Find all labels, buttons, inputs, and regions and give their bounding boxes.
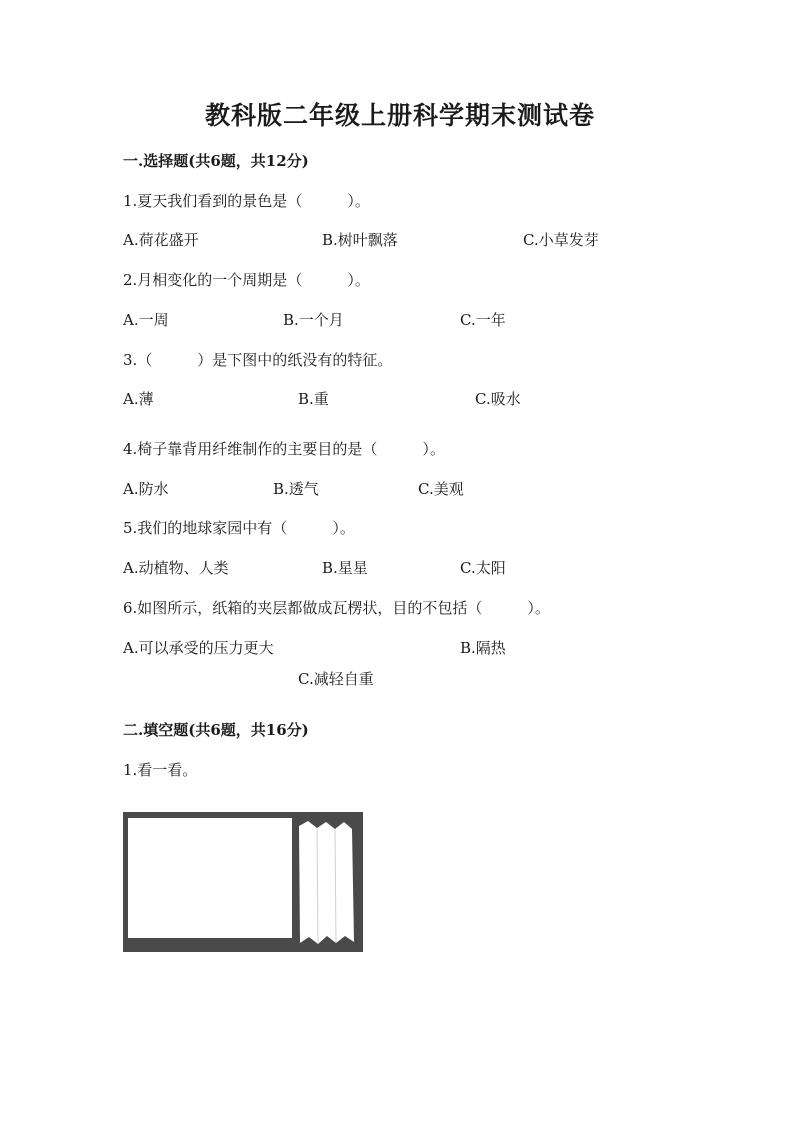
option-4b: B.透气 bbox=[273, 480, 319, 498]
option-6a: A.可以承受的压力更大 bbox=[123, 639, 274, 657]
question-1: 1.夏天我们看到的景色是（ ）。 bbox=[123, 192, 370, 210]
question-fill-1: 1.看一看。 bbox=[123, 761, 198, 779]
question-3: 3.（ ）是下图中的纸没有的特征。 bbox=[123, 351, 393, 369]
option-6c: C.减轻自重 bbox=[298, 670, 374, 688]
question-6: 6.如图所示，纸箱的夹层都做成瓦楞状，目的不包括（ ）。 bbox=[123, 599, 550, 617]
option-2c: C.一年 bbox=[460, 311, 506, 329]
option-4a: A.防水 bbox=[123, 480, 169, 498]
section-heading-fill: 二.填空题(共6题，共16分) bbox=[123, 721, 309, 739]
option-3c: C.吸水 bbox=[475, 390, 521, 408]
option-3b: B.重 bbox=[298, 390, 329, 408]
option-5b: B.星星 bbox=[322, 559, 368, 577]
question-5: 5.我们的地球家园中有（ ）。 bbox=[123, 519, 355, 537]
folded-paper-strip bbox=[299, 821, 354, 944]
page-title: 教科版二年级上册科学期末测试卷 bbox=[204, 101, 595, 130]
option-1b: B.树叶飘落 bbox=[322, 231, 398, 249]
option-6b: B.隔热 bbox=[460, 639, 506, 657]
paper-fold-figure bbox=[123, 812, 363, 952]
figure-paper-area bbox=[128, 818, 292, 938]
option-2b: B.一个月 bbox=[283, 311, 344, 329]
option-1c: C.小草发芽 bbox=[523, 231, 599, 249]
option-1a: A.荷花盛开 bbox=[123, 231, 199, 249]
option-4c: C.美观 bbox=[418, 480, 464, 498]
option-2a: A.一周 bbox=[123, 311, 169, 329]
question-2: 2.月相变化的一个周期是（ ）。 bbox=[123, 271, 370, 289]
option-3a: A.薄 bbox=[123, 390, 154, 408]
section-heading-choice: 一.选择题(共6题，共12分) bbox=[123, 152, 309, 170]
option-5c: C.太阳 bbox=[460, 559, 506, 577]
question-4: 4.椅子靠背用纤维制作的主要目的是（ ）。 bbox=[123, 440, 445, 458]
option-5a: A.动植物、人类 bbox=[123, 559, 229, 577]
